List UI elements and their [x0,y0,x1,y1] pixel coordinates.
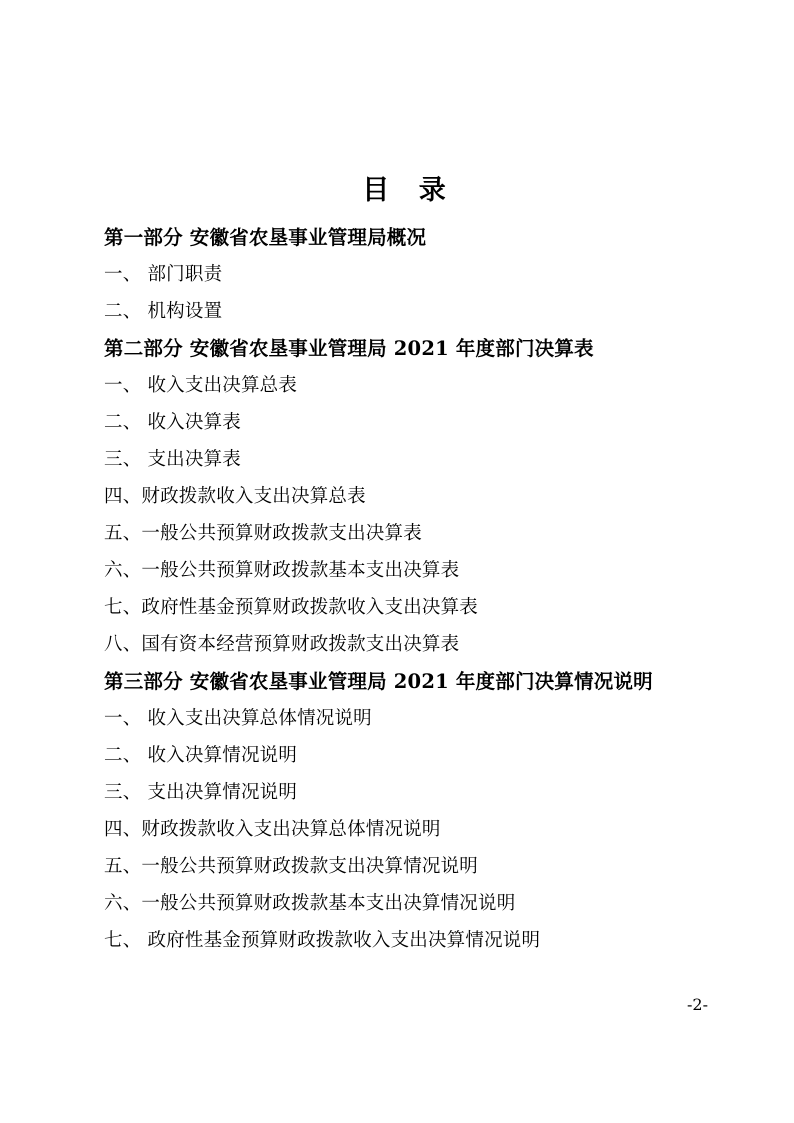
toc-entry: 六、一般公共预算财政拨款基本支出决算情况说明 [104,893,516,914]
page-title: 目 录 [362,175,456,206]
toc-entry: 三、 支出决算情况说明 [104,782,298,803]
toc-container [104,168,704,959]
toc-entry: 六、一般公共预算财政拨款基本支出决算表 [104,560,460,581]
toc-entry: 三、 支出决算表 [104,449,241,470]
page-number: -2- [687,995,708,1014]
toc-entry: 七、政府性基金预算财政拨款收入支出决算表 [104,597,479,618]
toc-part-heading: 第二部分 安徽省农垦事业管理局 2021 年度部门决算表 [104,337,594,360]
toc-part-heading: 第一部分 安徽省农垦事业管理局概况 [104,226,427,249]
toc-entry: 四、财政拨款收入支出决算总体情况说明 [104,819,441,840]
toc-entry: 八、国有资本经营预算财政拨款支出决算表 [104,634,460,655]
toc-entry: 一、 收入支出决算总表 [104,375,298,396]
toc-entry: 二、 收入决算表 [104,412,241,433]
toc-entry: 四、财政拨款收入支出决算总表 [104,486,366,507]
toc-entry: 二、 收入决算情况说明 [104,745,298,766]
toc-entry: 二、 机构设置 [104,301,223,322]
toc-entry: 一、 部门职责 [104,264,223,285]
toc-entry: 五、一般公共预算财政拨款支出决算表 [104,523,422,544]
toc-part-heading: 第三部分 安徽省农垦事业管理局 2021 年度部门决算情况说明 [104,670,653,693]
toc-entry: 五、一般公共预算财政拨款支出决算情况说明 [104,856,479,877]
toc-entry: 一、 收入支出决算总体情况说明 [104,708,372,729]
toc-entry: 七、 政府性基金预算财政拨款收入支出决算情况说明 [104,930,541,951]
